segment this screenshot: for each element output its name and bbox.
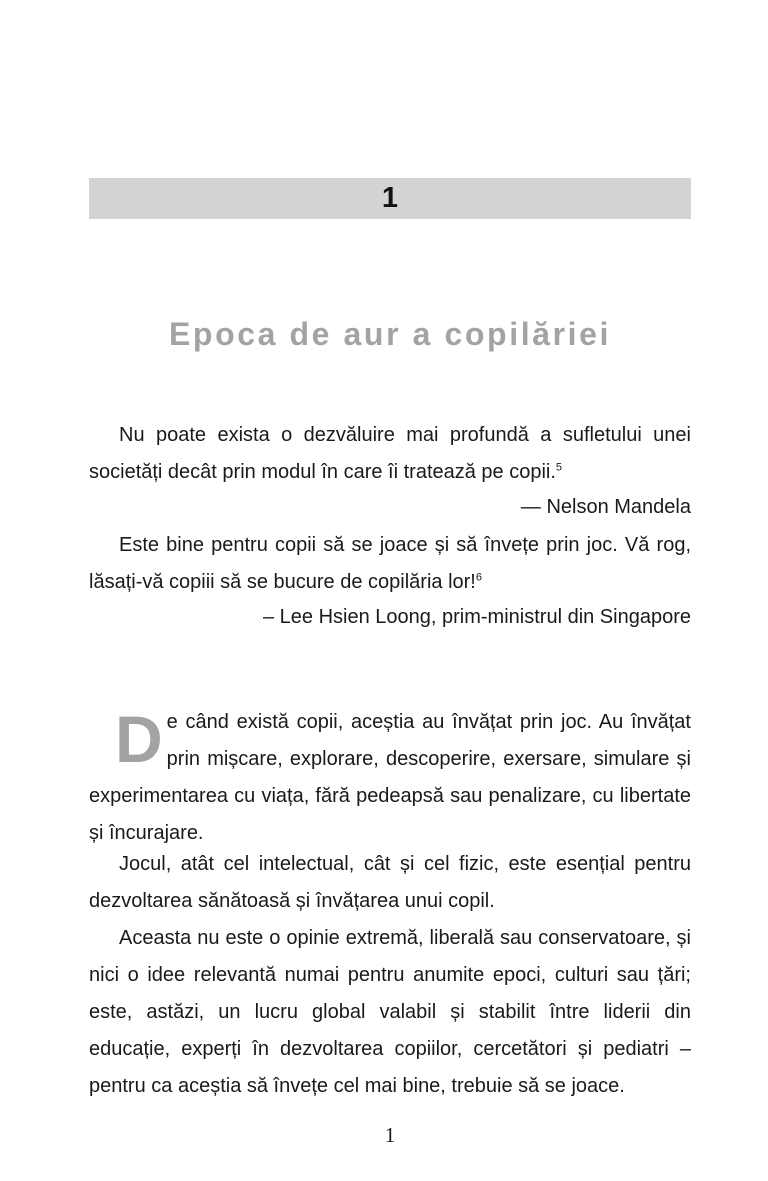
epigraph-quote-1-text: Nu poate exista o dezvăluire mai profundă a sufletului unei societăți decât prin modul în care îi tratează pe copii. (89, 424, 691, 483)
page-number: 1 (384, 1123, 396, 1147)
chapter-number-bar (89, 178, 691, 219)
body-paragraph-1-text: e când există copii, aceștia au învățat prin joc. Au învățat prin mișcare, explorare, descoperire, exersare, simulare și experimentarea cu viața, fără pedeapsă sau penalizare, cu libertate și încurajare. (89, 711, 691, 844)
chapter-title: Epoca de aur a copilăriei (168, 316, 612, 352)
epigraph-attribution-2: – Lee Hsien Loong, prim-ministrul din Singapore (262, 606, 691, 628)
epigraph-quote-1 (89, 417, 691, 491)
epigraph-quote-2 (89, 527, 691, 601)
drop-cap: D (115, 702, 163, 776)
body-paragraph-3: Aceasta nu este o opinie extremă, liberală sau conservatoare, și nici o idee relevantă numai pentru anumite epoci, culturi sau țări; este, astăzi, un lucru global valabil și stabilit între liderii din educație, experți în dezvoltarea copiilor, cercetători și pediatri – pentru ca aceștia să învețe cel mai bine, trebuie să se joace. (89, 927, 691, 1097)
body-paragraph-1 (89, 704, 691, 852)
footnote-ref-6[interactable]: 6 (475, 571, 482, 584)
body-paragraph-2: Jocul, atât cel intelectual, cât și cel fizic, este esențial pentru dezvoltarea sănătoasă și învățarea unui copil. (89, 853, 691, 912)
epigraph-quote-2-text: Este bine pentru copii să se joace și să învețe prin joc. Vă rog, lăsați-vă copiii să se bucure de copilăria lor! (89, 534, 691, 593)
epigraph-attribution-1: — Nelson Mandela (520, 496, 691, 518)
chapter-number: 1 (381, 182, 399, 214)
footnote-ref-5[interactable]: 5 (555, 461, 563, 474)
